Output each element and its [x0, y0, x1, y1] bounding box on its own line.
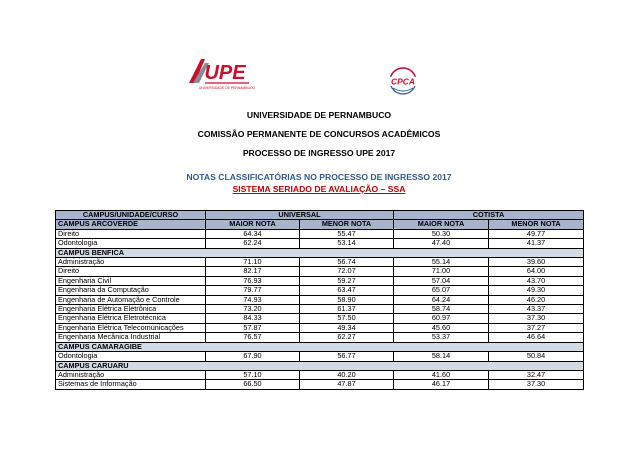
- universal-min-cell: 61.37: [300, 305, 394, 314]
- universal-min-cell: 56.77: [300, 352, 394, 361]
- universal-min-cell: 63.47: [300, 286, 394, 295]
- col-header-universal-min: MENOR NOTA: [300, 220, 394, 229]
- cpca-logo-mark: CPCA: [390, 76, 416, 87]
- universal-max-cell: 84.33: [206, 314, 300, 323]
- cotista-min-cell: 39.60: [489, 258, 584, 267]
- course-name: Direito: [56, 267, 206, 276]
- campus-row: [56, 342, 584, 351]
- cpca-logo-graphic: [385, 66, 421, 96]
- universal-min-cell: 56.74: [300, 258, 394, 267]
- notes-title: NOTAS CLASSIFICATÓRIAS NO PROCESSO DE INGRESSO 2017: [186, 172, 452, 182]
- cotista-min-cell: 37.27: [489, 323, 584, 332]
- course-name: Engenharia Elétrica Eletrotécnica: [56, 314, 206, 323]
- cotista-min-cell: 49.77: [489, 229, 584, 238]
- upe-logo: [187, 57, 255, 93]
- commission-name: COMISSÃO PERMANENTE DE CONCURSOS ACADÊMICOS: [197, 129, 441, 139]
- cotista-min-cell: 46.64: [489, 333, 584, 342]
- universal-max-cell: 66.50: [206, 380, 300, 389]
- course-name: Engenharia Mecânica Industrial: [56, 333, 206, 342]
- table-group-header: [56, 211, 584, 220]
- campus-name: CAMPUS CAMARAGIBE: [56, 342, 584, 351]
- table-row: [56, 314, 584, 323]
- cotista-max-cell: 46.17: [394, 380, 489, 389]
- cotista-max-cell: 53.37: [394, 333, 489, 342]
- universal-min-cell: 62.27: [300, 333, 394, 342]
- col-header-cotista-min: MENOR NOTA: [489, 220, 584, 229]
- cotista-max-cell: 58.74: [394, 305, 489, 314]
- universal-min-cell: 55.47: [300, 229, 394, 238]
- cotista-min-cell: 64.00: [489, 267, 584, 276]
- university-name: UNIVERSIDADE DE PERNAMBUCO: [246, 110, 392, 120]
- table-row: [56, 380, 584, 389]
- table-row: [56, 370, 584, 379]
- col-header-universal-max: MAIOR NOTA: [206, 220, 300, 229]
- universal-max-cell: 73.20: [206, 305, 300, 314]
- cotista-min-cell: 46.20: [489, 295, 584, 304]
- universal-max-cell: 71.10: [206, 258, 300, 267]
- table-row: [56, 323, 584, 332]
- universal-max-cell: 76.93: [206, 276, 300, 285]
- universal-max-cell: 64.34: [206, 229, 300, 238]
- course-name: Odontologia: [56, 352, 206, 361]
- cotista-min-cell: 49.30: [489, 286, 584, 295]
- universal-min-cell: 57.50: [300, 314, 394, 323]
- universal-max-cell: 62.24: [206, 239, 300, 248]
- upe-logo-mark: UPE: [204, 62, 246, 84]
- cotista-min-cell: 37.30: [489, 380, 584, 389]
- system-title: SISTEMA SERIADO DE AVALIAÇÃO – SSA: [232, 184, 406, 194]
- universal-min-cell: 49.34: [300, 323, 394, 332]
- first-campus-label: CAMPUS ARCOVERDE: [56, 220, 206, 229]
- cotista-max-cell: 57.04: [394, 276, 489, 285]
- course-name: Sistemas de Informação: [56, 380, 206, 389]
- cotista-min-cell: 43.37: [489, 305, 584, 314]
- course-name: Direito: [56, 229, 206, 238]
- course-name: Administração: [56, 370, 206, 379]
- universal-min-cell: 47.87: [300, 380, 394, 389]
- col-header-campus: CAMPUS/UNIDADE/CURSO: [56, 211, 206, 220]
- cpca-logo: [385, 66, 421, 96]
- course-name: Engenharia da Computação: [56, 286, 206, 295]
- cotista-min-cell: 37.30: [489, 314, 584, 323]
- universal-max-cell: 57.10: [206, 370, 300, 379]
- cotista-max-cell: 45.60: [394, 323, 489, 332]
- table-subheader: [56, 220, 584, 229]
- course-name: Engenharia Elétrica Eletrônica: [56, 305, 206, 314]
- cotista-max-cell: 41.60: [394, 370, 489, 379]
- universal-max-cell: 82.17: [206, 267, 300, 276]
- table-row: [56, 229, 584, 238]
- upe-logo-graphic: [187, 57, 255, 93]
- table-row: [56, 305, 584, 314]
- table-row: [56, 276, 584, 285]
- upe-logo-subtitle: UNIVERSIDADE DE PERNAMBUCO: [198, 86, 255, 90]
- cotista-max-cell: 65.07: [394, 286, 489, 295]
- course-name: Engenharia Elétrica Telecomunicações: [56, 323, 206, 332]
- universal-min-cell: 53.14: [300, 239, 394, 248]
- cotista-max-cell: 60.97: [394, 314, 489, 323]
- universal-min-cell: 58.90: [300, 295, 394, 304]
- cotista-min-cell: 32.47: [489, 370, 584, 379]
- cotista-min-cell: 43.70: [489, 276, 584, 285]
- cotista-max-cell: 58.14: [394, 352, 489, 361]
- table-row: [56, 333, 584, 342]
- course-name: Engenharia de Automação e Controle: [56, 295, 206, 304]
- table-row: [56, 258, 584, 267]
- universal-min-cell: 72.07: [300, 267, 394, 276]
- cotista-max-cell: 47.40: [394, 239, 489, 248]
- grades-table: [55, 210, 584, 390]
- cotista-max-cell: 55.14: [394, 258, 489, 267]
- campus-name: CAMPUS BENFICA: [56, 248, 584, 257]
- process-title: PROCESSO DE INGRESSO UPE 2017: [242, 148, 396, 158]
- universal-max-cell: 74.93: [206, 295, 300, 304]
- course-name: Odontologia: [56, 239, 206, 248]
- cotista-min-cell: 50.84: [489, 352, 584, 361]
- table-row: [56, 239, 584, 248]
- cotista-max-cell: 50.30: [394, 229, 489, 238]
- universal-max-cell: 57.87: [206, 323, 300, 332]
- campus-row: [56, 361, 584, 370]
- table-row: [56, 286, 584, 295]
- table-row: [56, 267, 584, 276]
- universal-min-cell: 40.20: [300, 370, 394, 379]
- course-name: Administração: [56, 258, 206, 267]
- universal-max-cell: 79.77: [206, 286, 300, 295]
- table-row: [56, 352, 584, 361]
- universal-min-cell: 59.27: [300, 276, 394, 285]
- campus-row: [56, 248, 584, 257]
- course-name: Engenharia Civil: [56, 276, 206, 285]
- col-header-universal: UNIVERSAL: [206, 211, 394, 220]
- cotista-min-cell: 41.37: [489, 239, 584, 248]
- col-header-cotista: COTISTA: [394, 211, 584, 220]
- col-header-cotista-max: MAIOR NOTA: [394, 220, 489, 229]
- table-row: [56, 295, 584, 304]
- campus-name: CAMPUS CARUARU: [56, 361, 584, 370]
- universal-max-cell: 76.57: [206, 333, 300, 342]
- cotista-max-cell: 71.00: [394, 267, 489, 276]
- cotista-max-cell: 64.24: [394, 295, 489, 304]
- universal-max-cell: 67.90: [206, 352, 300, 361]
